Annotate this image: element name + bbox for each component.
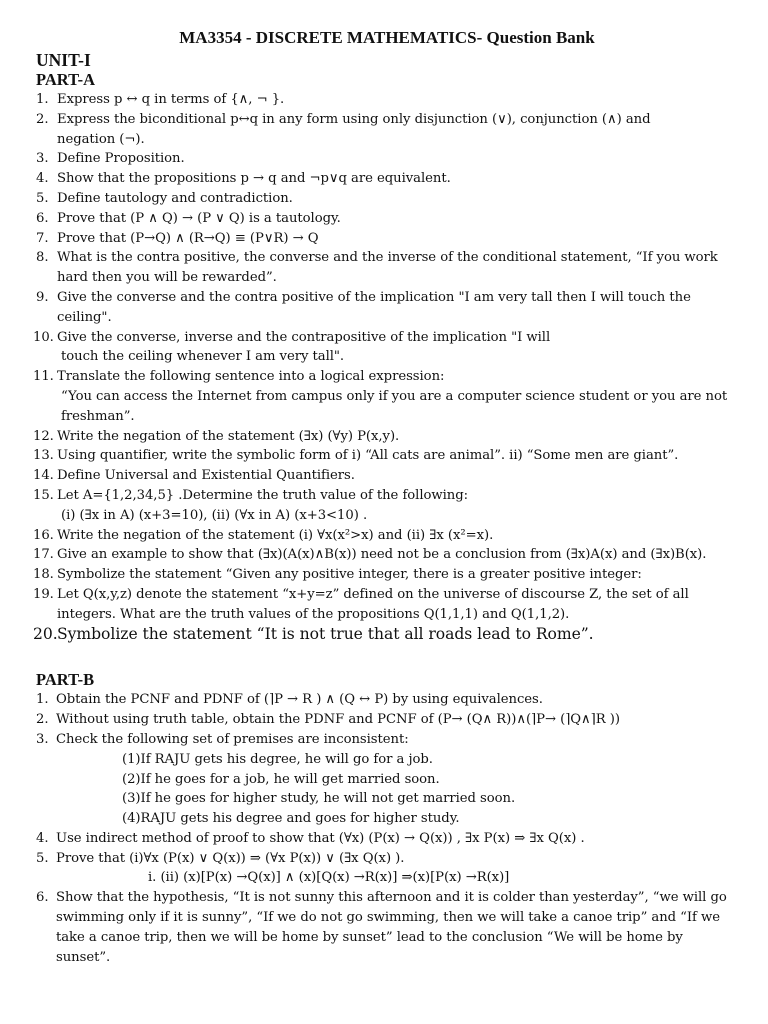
question-text-line: “You can access the Internet from campus only if you are a computer science student or you are not <box>61 388 728 404</box>
question-text-line: Give an example to show that (∃x)(A(x)∧B(x)) need not be a conclusion from (∃x)A(x) and (∃x)B(x). <box>57 547 707 563</box>
question-text-line: What is the contra positive, the converse and the inverse of the conditional statement, “If you work <box>57 250 718 266</box>
part-a-question-2 <box>36 110 738 150</box>
question-text-line: touch the ceiling whenever I am very tall". <box>61 349 345 365</box>
question-number: 15. <box>33 487 54 503</box>
question-text-line: Write the negation of the statement (i) ∀x(x²>x) and (ii) ∃x (x²=x). <box>57 527 494 543</box>
question-text-line: take a canoe trip, then we will be home by sunset” lead to the conclusion “We will be home by <box>56 929 683 945</box>
question-text-line: integers. What are the truth values of the propositions Q(1,1,1) and Q(1,1,2). <box>57 606 570 622</box>
question-text-line: Symbolize the statement “Given any positive integer, there is a greater positive integer: <box>57 567 642 583</box>
question-text-line: Using quantifier, write the symbolic form of i) “All cats are animal”. ii) “Some men are giant”. <box>57 448 679 464</box>
premise-3: (3)If he goes for higher study, he will not get married soon. <box>122 791 516 807</box>
question-text-line: Write the negation of the statement (∃x) (∀y) P(x,y). <box>57 428 400 444</box>
question-text: Check the following set of premises are inconsistent: <box>56 731 409 747</box>
question-text-line: Translate the following sentence into a logical expression: <box>57 369 445 385</box>
premise-1: (1)If RAJU gets his degree, he will go for a job. <box>122 751 433 767</box>
part-a-question-17 <box>33 545 738 565</box>
part-a-heading: PART-A <box>36 70 96 89</box>
question-number: 12. <box>33 428 54 444</box>
part-b-question-1 <box>36 690 738 710</box>
question-number: 3. <box>36 731 49 747</box>
question-text-line: Symbolize the statement “It is not true that all roads lead to Rome”. <box>57 624 594 643</box>
question-number: 6. <box>36 890 49 906</box>
question-number: 6. <box>36 210 49 226</box>
question-text-line: Show that the propositions p → q and ¬p∨q are equivalent. <box>57 171 451 187</box>
part-a-question-12 <box>33 427 738 447</box>
question-text-line: Show that the hypothesis, “It is not sunny this afternoon and it is colder than yesterday”, “we will go <box>56 890 727 906</box>
part-a-question-20 <box>33 624 738 645</box>
question-number: 13. <box>33 448 54 464</box>
question-number: 8. <box>36 250 49 266</box>
question-text: Without using truth table, obtain the PDNF and PCNF of (P→ (Q∧ R))∧(⌉P→ (⌉Q∧⌉R )) <box>56 712 620 728</box>
part-a-question-18 <box>33 565 738 585</box>
question-text-line: swimming only if it is sunny”, “If we do not go swimming, then we will take a canoe trip” and “If we <box>56 910 721 926</box>
part-a-question-list <box>33 90 738 644</box>
question-number: 10. <box>33 329 54 345</box>
question-number: 2. <box>36 712 49 728</box>
part-b-question-5 <box>36 849 738 889</box>
question-number: 4. <box>36 171 49 187</box>
question-text-line: hard then you will be rewarded”. <box>57 270 277 286</box>
question-text: Prove that (i)∀x (P(x) ∨ Q(x)) ⇒ (∀x P(x)) ∨ (∃x Q(x) ). <box>56 850 405 866</box>
part-a-question-10 <box>33 328 738 368</box>
question-number: 14. <box>33 468 54 484</box>
question-text-line: Give the converse, inverse and the contrapositive of the implication "I will <box>57 329 551 345</box>
question-number: 9. <box>36 289 49 305</box>
question-text-line: Let Q(x,y,z) denote the statement “x+y=z” defined on the universe of discourse Z, the set of all <box>57 586 689 602</box>
premise-4: (4)RAJU gets his degree and goes for higher study. <box>122 811 460 827</box>
question-subpart: i. (ii) (x)[P(x) →Q(x)] ∧ (x)[Q(x) →R(x)] ⇒(x)[P(x) →R(x)] <box>148 870 510 886</box>
question-number: 2. <box>36 111 49 127</box>
part-a-question-13 <box>33 446 738 466</box>
question-text-line: negation (¬). <box>57 131 145 147</box>
question-number: 1. <box>36 92 49 107</box>
part-b-question-2 <box>36 710 738 730</box>
part-a-question-1 <box>36 90 738 110</box>
part-b-heading: PART-B <box>36 670 95 690</box>
part-a-question-8 <box>36 248 738 288</box>
part-a-question-16 <box>33 526 738 546</box>
question-text-line: Prove that (P ∧ Q) → (P ∨ Q) is a tautology. <box>57 210 341 226</box>
question-text-line: Let A={1,2,34,5} .Determine the truth value of the following: <box>57 487 469 503</box>
question-number: 3. <box>36 151 49 167</box>
part-a-question-4 <box>36 169 738 189</box>
question-text: Obtain the PCNF and PDNF of (⌉P → R ) ∧ (Q ↔ P) by using equivalences. <box>56 692 543 708</box>
question-number: 11. <box>33 369 54 385</box>
part-b-question-3 <box>36 730 738 829</box>
question-text-line: Express the biconditional p↔q in any form using only disjunction (∨), conjunction (∧) and <box>57 111 651 127</box>
question-text-line: Prove that (P→Q) ∧ (R→Q) ≡ (P∨R) → Q <box>57 230 319 246</box>
question-number: 4. <box>36 830 49 846</box>
premise-2: (2)If he goes for a job, he will get married soon. <box>122 771 440 787</box>
question-number: 1. <box>36 692 49 708</box>
page-title: MA3354 - DISCRETE MATHEMATICS- Question Bank <box>179 28 595 47</box>
question-text-line: Give the converse and the contra positive of the implication "I am very tall then I will touch the <box>57 289 691 305</box>
question-text: Use indirect method of proof to show that (∀x) (P(x) → Q(x)) , ∃x P(x) ⇒ ∃x Q(x) . <box>56 830 585 846</box>
question-text-line: sunset”. <box>56 949 111 965</box>
part-a-question-11 <box>33 367 738 426</box>
question-text-line: freshman”. <box>61 408 135 424</box>
part-a-question-5 <box>36 189 738 209</box>
part-a-question-3 <box>36 149 738 169</box>
part-a-question-14 <box>33 466 738 486</box>
part-a-question-9 <box>36 288 738 328</box>
question-number: 18. <box>33 567 54 583</box>
question-number: 17. <box>33 547 54 563</box>
part-b-question-6 <box>36 888 738 967</box>
unit-heading: UNIT-I <box>36 50 91 70</box>
question-text-line: ceiling". <box>57 309 112 325</box>
part-a-question-15 <box>33 486 738 526</box>
part-a-question-6 <box>36 209 738 229</box>
part-a-question-7 <box>36 229 738 249</box>
question-number: 16. <box>33 527 54 543</box>
question-text-line: Express p ↔ q in terms of {∧, ¬ }. <box>57 92 285 107</box>
question-text-line: Define tautology and contradiction. <box>57 190 293 206</box>
question-text-line: Define Universal and Existential Quantifiers. <box>57 468 355 484</box>
question-number: 5. <box>36 190 49 206</box>
part-a-question-19 <box>33 585 738 625</box>
question-number: 7. <box>36 230 49 246</box>
part-b-question-list <box>36 690 738 967</box>
question-text-line: Define Proposition. <box>57 151 185 167</box>
question-number: 5. <box>36 850 49 866</box>
question-number: 20. <box>33 624 58 643</box>
part-b-question-4 <box>36 829 738 849</box>
question-number: 19. <box>33 586 54 602</box>
question-text-line: (i) (∃x in A) (x+3=10), (ii) (∀x in A) (x+3<10) . <box>61 507 368 523</box>
